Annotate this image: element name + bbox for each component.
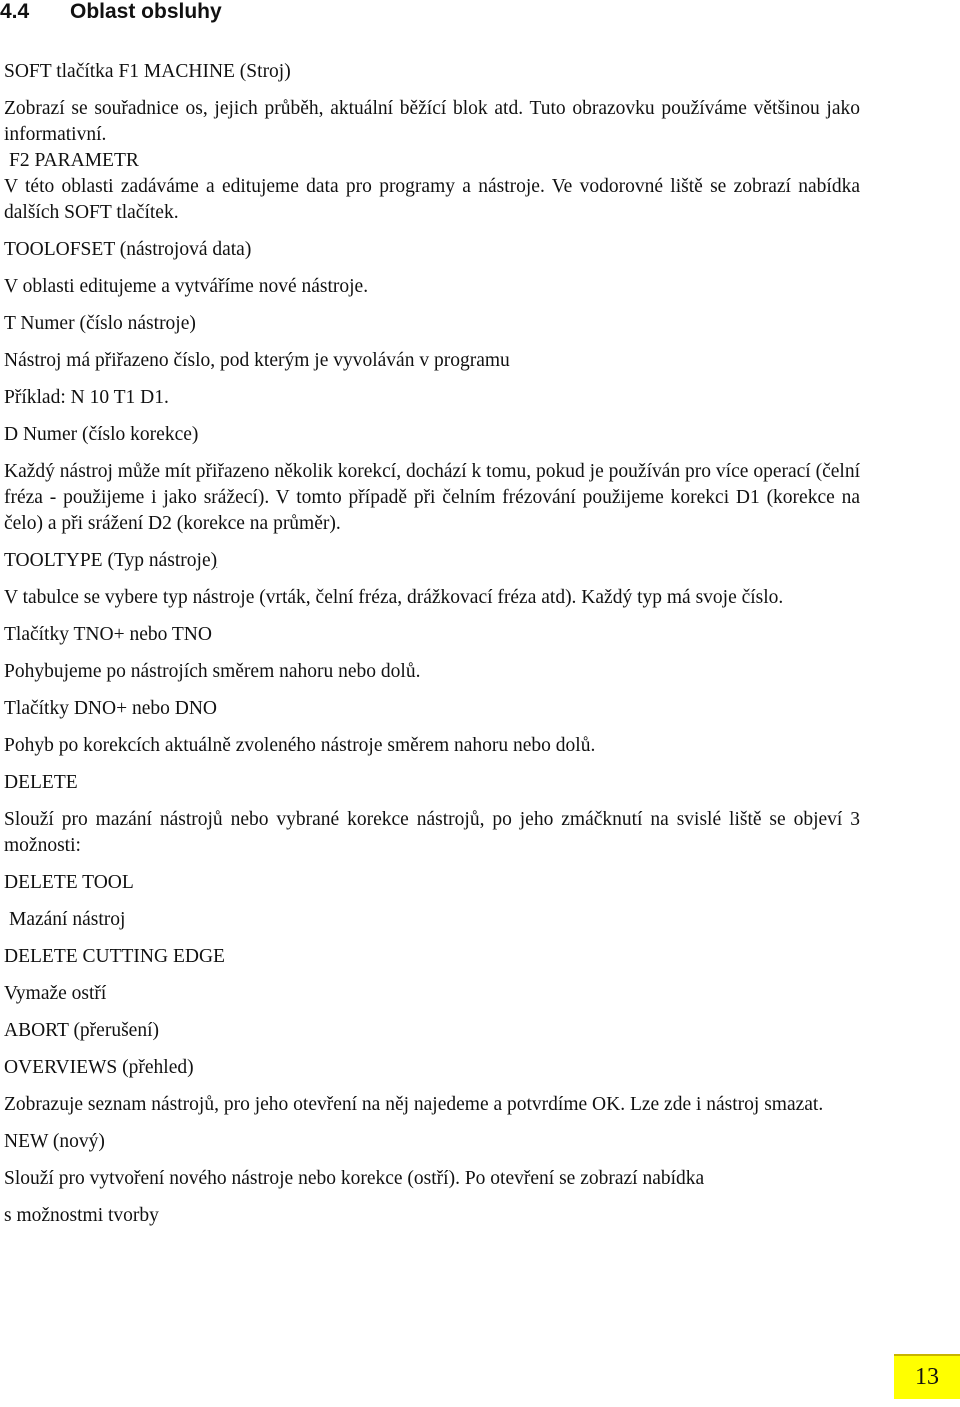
paragraph-f2-parametr: F2 PARAMETR bbox=[9, 150, 139, 171]
paragraph-delete-cutting-edge: DELETE CUTTING EDGE bbox=[4, 946, 225, 967]
page-number-badge: 13 bbox=[894, 1354, 960, 1399]
paragraph-abort: ABORT (přerušení) bbox=[4, 1020, 159, 1041]
paragraph-t-numer: T Numer (číslo nástroje) bbox=[4, 313, 196, 334]
tooltype-closing-paren: ) bbox=[210, 550, 218, 571]
paragraph-delete: DELETE bbox=[4, 772, 78, 793]
paragraph-parametr-description: V této oblasti zadáváme a editujeme data pro programy a nástroje. Ve vodorovné liště se zobrazí nabídka dalších SOFT tlačítek. bbox=[4, 176, 860, 223]
paragraph-new-description: Slouží pro vytvoření nového nástroje nebo korekce (ostří). Po otevření se zobrazí nabídka bbox=[4, 1168, 705, 1189]
paragraph-dno-buttons: Tlačítky DNO+ nebo DNO bbox=[4, 698, 217, 719]
paragraph-d-numer-description: Každý nástroj může mít přiřazeno několik korekcí, dochází k tomu, pokud je používán pro více operací (čelní fréza - použijeme i jako srážecí). V tomto případě při čelním frézování použijeme korekci D1 (korekce na čelo) a při srážení D2 (korekce na průměr). bbox=[4, 461, 860, 534]
paragraph-overviews-description: Zobrazuje seznam nástrojů, pro jeho otevření na něj najedeme a potvrdíme OK. Lze zde i nástroj smazat. bbox=[4, 1094, 824, 1115]
section-heading bbox=[0, 0, 222, 24]
paragraph-delete-description: Slouží pro mazání nástrojů nebo vybrané korekce nástrojů, po jeho zmáčknutí na svislé liště se objeví 3 možnosti: bbox=[4, 809, 860, 856]
paragraph-overviews: OVERVIEWS (přehled) bbox=[4, 1057, 194, 1078]
paragraph-tno-description: Pohybujeme po nástrojích směrem nahoru nebo dolů. bbox=[4, 661, 421, 682]
body-text bbox=[4, 59, 860, 1240]
section-title: Oblast obsluhy bbox=[70, 0, 222, 23]
paragraph-machine-description: Zobrazí se souřadnice os, jejich průběh, aktuální běžící blok atd. Tuto obrazovku používáme většinou jako informativní. bbox=[4, 98, 860, 145]
paragraph-tooltype bbox=[4, 548, 860, 574]
section-number: 4.4 bbox=[0, 0, 30, 23]
paragraph-new: NEW (nový) bbox=[4, 1131, 105, 1152]
paragraph-delete-cutting-edge-description: Vymaže ostří bbox=[4, 983, 107, 1004]
tooltype-label: TOOLTYPE (Typ nástroje bbox=[4, 550, 211, 571]
paragraph-t-numer-description: Nástroj má přiřazeno číslo, pod kterým je vyvoláván v programu bbox=[4, 350, 510, 371]
paragraph-example: Příklad: N 10 T1 D1. bbox=[4, 387, 169, 408]
paragraph-delete-tool: DELETE TOOL bbox=[4, 872, 134, 893]
paragraph-tooltype-description: V tabulce se vybere typ nástroje (vrták, čelní fréza, drážkovací fréza atd). Každý typ má svoje číslo. bbox=[4, 587, 784, 608]
paragraph-dno-description: Pohyb po korekcích aktuálně zvoleného nástroje směrem nahoru nebo dolů. bbox=[4, 735, 596, 756]
paragraph-soft-keys-f1: SOFT tlačítka F1 MACHINE (Stroj) bbox=[4, 61, 291, 82]
paragraph-toolofset: TOOLOFSET (nástrojová data) bbox=[4, 239, 252, 260]
paragraph-toolofset-description: V oblasti editujeme a vytváříme nové nástroje. bbox=[4, 276, 369, 297]
paragraph-tno-buttons: Tlačítky TNO+ nebo TNO bbox=[4, 624, 212, 645]
paragraph-d-numer: D Numer (číslo korekce) bbox=[4, 424, 199, 445]
paragraph-delete-tool-description: Mazání nástroj bbox=[9, 909, 126, 930]
paragraph-new-options: s možnostmi tvorby bbox=[4, 1205, 159, 1226]
